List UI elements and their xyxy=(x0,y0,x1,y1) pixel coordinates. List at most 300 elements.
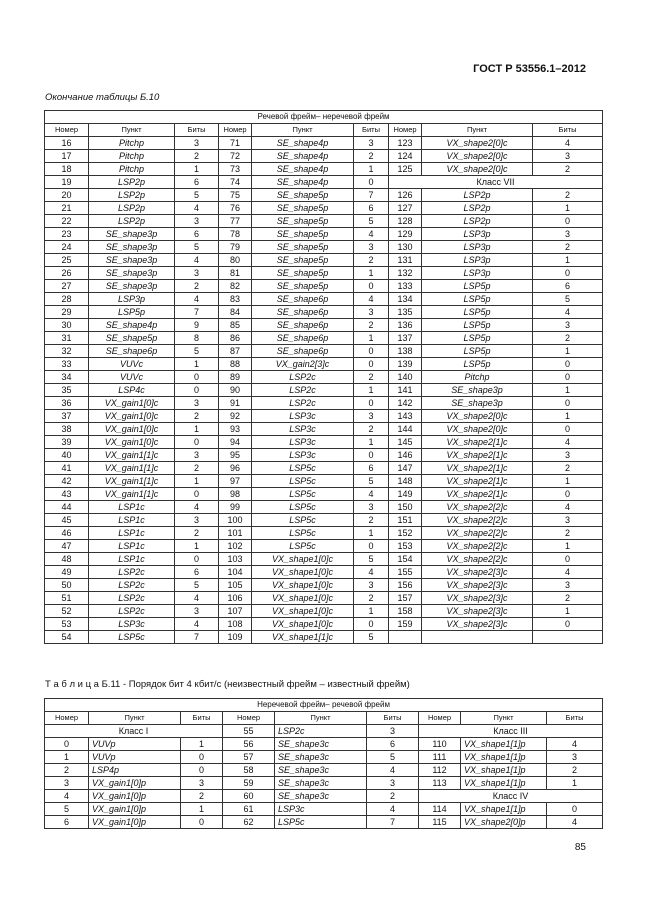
cell-item: SE_shape5p xyxy=(252,254,354,267)
table-row xyxy=(45,738,603,751)
cell-number: 128 xyxy=(389,215,422,228)
cell-item: SE_shape3c xyxy=(275,790,367,803)
cell-bits: 5 xyxy=(533,293,603,306)
table-row xyxy=(45,254,603,267)
cell-bits: 7 xyxy=(175,306,219,319)
cell-number: 101 xyxy=(219,527,252,540)
cell-bits: 1 xyxy=(533,605,603,618)
cell-item: LSP3c xyxy=(275,803,367,816)
table-row xyxy=(45,751,603,764)
cell-bits: 0 xyxy=(533,397,603,410)
cell-item: VX_gain1[0]c xyxy=(89,436,175,449)
document-header: ГОСТ Р 53556.1–2012 xyxy=(473,63,586,75)
table-caption: Т а б л и ц а Б.11 - Порядок бит 4 кбит/с (неизвестный фрейм – известный фрейм) xyxy=(45,679,410,690)
cell-bits: 2 xyxy=(354,371,389,384)
class-label: Класс VII xyxy=(389,176,603,189)
cell-bits: 7 xyxy=(367,816,419,829)
cell-bits: 3 xyxy=(175,215,219,228)
cell-item: LSP5c xyxy=(275,816,367,829)
table-row xyxy=(45,215,603,228)
column-header: Пункт xyxy=(89,124,175,137)
cell-number: 145 xyxy=(389,436,422,449)
cell-bits: 2 xyxy=(175,150,219,163)
cell-item: LSP3c xyxy=(252,449,354,462)
cell-item: VX_shape2[3]c xyxy=(422,618,533,631)
table-row xyxy=(45,371,603,384)
cell-item: VX_shape2[1]c xyxy=(422,436,533,449)
cell-item: SE_shape3p xyxy=(89,267,175,280)
cell-bits: 3 xyxy=(547,751,603,764)
cell-bits: 2 xyxy=(547,764,603,777)
cell-item: SE_shape6p xyxy=(252,332,354,345)
cell-item: VX_gain1[1]c xyxy=(89,462,175,475)
cell-number: 74 xyxy=(219,176,252,189)
cell-bits: 2 xyxy=(533,332,603,345)
cell-number: 94 xyxy=(219,436,252,449)
cell-number: 151 xyxy=(389,514,422,527)
cell-bits: 3 xyxy=(354,501,389,514)
cell-item: LSP2p xyxy=(422,202,533,215)
cell-number: 92 xyxy=(219,410,252,423)
cell-bits: 2 xyxy=(175,410,219,423)
cell-number: 47 xyxy=(45,540,89,553)
table-row xyxy=(45,423,603,436)
table-row xyxy=(45,410,603,423)
cell-number: 105 xyxy=(219,579,252,592)
cell-number: 51 xyxy=(45,592,89,605)
cell-item: LSP5c xyxy=(252,462,354,475)
cell-bits: 0 xyxy=(181,751,223,764)
cell-item: LSP1c xyxy=(89,540,175,553)
cell-number: 107 xyxy=(219,605,252,618)
cell-bits: 2 xyxy=(181,790,223,803)
cell-bits: 2 xyxy=(533,592,603,605)
table-row xyxy=(45,228,603,241)
cell-number: 97 xyxy=(219,475,252,488)
cell-number: 4 xyxy=(45,790,89,803)
cell-number: 83 xyxy=(219,293,252,306)
cell-item: LSP5p xyxy=(422,358,533,371)
cell-item: VX_gain1[0]c xyxy=(89,410,175,423)
cell-number: 84 xyxy=(219,306,252,319)
cell-number: 140 xyxy=(389,371,422,384)
cell-number: 48 xyxy=(45,553,89,566)
cell-item: LSP2c xyxy=(275,725,367,738)
cell-number: 95 xyxy=(219,449,252,462)
column-header: Биты xyxy=(175,124,219,137)
cell-item: VX_shape1[0]c xyxy=(252,553,354,566)
cell-bits: 2 xyxy=(354,423,389,436)
cell-number: 31 xyxy=(45,332,89,345)
cell-bits: 4 xyxy=(533,137,603,150)
table-row xyxy=(45,150,603,163)
bit-order-table-b10 xyxy=(44,110,603,644)
cell-item: LSP3p xyxy=(422,254,533,267)
cell-number: 136 xyxy=(389,319,422,332)
cell-bits: 0 xyxy=(354,540,389,553)
cell-item: LSP5c xyxy=(89,631,175,644)
cell-item: LSP5c xyxy=(252,514,354,527)
cell-bits: 6 xyxy=(354,462,389,475)
cell-item: SE_shape4p xyxy=(252,176,354,189)
cell-number: 6 xyxy=(45,816,89,829)
cell-item: SE_shape6p xyxy=(89,345,175,358)
bit-order-table-b11 xyxy=(44,698,603,829)
cell-item: LSP3p xyxy=(422,267,533,280)
cell-item: VX_shape1[1]p xyxy=(461,803,547,816)
cell-bits: 6 xyxy=(175,228,219,241)
cell-bits: 0 xyxy=(533,267,603,280)
cell-number: 109 xyxy=(219,631,252,644)
cell-bits: 3 xyxy=(175,397,219,410)
cell-item: VX_shape1[1]p xyxy=(461,738,547,751)
cell-bits: 4 xyxy=(354,293,389,306)
cell-item xyxy=(422,631,533,644)
cell-bits: 0 xyxy=(175,553,219,566)
table-row xyxy=(45,514,603,527)
cell-number: 87 xyxy=(219,345,252,358)
cell-number: 72 xyxy=(219,150,252,163)
cell-bits: 0 xyxy=(354,618,389,631)
cell-bits: 2 xyxy=(533,189,603,202)
cell-number: 61 xyxy=(223,803,275,816)
cell-bits: 1 xyxy=(533,345,603,358)
cell-item: VUVp xyxy=(89,738,181,751)
cell-item: VX_shape2[0]c xyxy=(422,150,533,163)
table-row xyxy=(45,816,603,829)
cell-number: 157 xyxy=(389,592,422,605)
cell-item: SE_shape5p xyxy=(252,189,354,202)
cell-number: 58 xyxy=(223,764,275,777)
column-header: Номер xyxy=(219,124,252,137)
cell-item: LSP5c xyxy=(252,475,354,488)
cell-bits: 0 xyxy=(354,176,389,189)
cell-item: LSP2p xyxy=(89,202,175,215)
cell-number: 147 xyxy=(389,462,422,475)
cell-item: VX_shape2[0]c xyxy=(422,163,533,176)
cell-bits: 0 xyxy=(533,371,603,384)
table-row xyxy=(45,579,603,592)
table-row xyxy=(45,540,603,553)
cell-number: 91 xyxy=(219,397,252,410)
cell-number: 102 xyxy=(219,540,252,553)
cell-number: 38 xyxy=(45,423,89,436)
cell-number: 76 xyxy=(219,202,252,215)
cell-number: 89 xyxy=(219,371,252,384)
cell-number: 54 xyxy=(45,631,89,644)
cell-number: 81 xyxy=(219,267,252,280)
table-row xyxy=(45,306,603,319)
cell-item: SE_shape4p xyxy=(252,137,354,150)
cell-number: 130 xyxy=(389,241,422,254)
cell-number: 112 xyxy=(419,764,461,777)
cell-number: 19 xyxy=(45,176,89,189)
column-header-row xyxy=(45,124,603,137)
cell-number: 78 xyxy=(219,228,252,241)
column-header: Номер xyxy=(223,712,275,725)
cell-bits: 2 xyxy=(175,462,219,475)
cell-item: LSP2c xyxy=(252,397,354,410)
cell-bits: 0 xyxy=(175,371,219,384)
cell-bits: 7 xyxy=(175,631,219,644)
cell-number: 56 xyxy=(223,738,275,751)
cell-bits: 4 xyxy=(354,228,389,241)
cell-number: 131 xyxy=(389,254,422,267)
cell-item: LSP5p xyxy=(422,293,533,306)
cell-bits: 3 xyxy=(354,579,389,592)
cell-item: Pitchp xyxy=(89,150,175,163)
cell-item: LSP2p xyxy=(89,189,175,202)
cell-number: 142 xyxy=(389,397,422,410)
cell-item: LSP5p xyxy=(422,345,533,358)
cell-number: 148 xyxy=(389,475,422,488)
cell-item: LSP3p xyxy=(422,228,533,241)
table-row xyxy=(45,475,603,488)
cell-number: 2 xyxy=(45,764,89,777)
cell-bits: 1 xyxy=(175,475,219,488)
cell-bits: 5 xyxy=(175,579,219,592)
cell-number: 46 xyxy=(45,527,89,540)
table-row xyxy=(45,293,603,306)
cell-item: VX_shape1[0]c xyxy=(252,592,354,605)
cell-bits: 4 xyxy=(367,803,419,816)
cell-number: 158 xyxy=(389,605,422,618)
cell-bits: 1 xyxy=(175,423,219,436)
cell-bits: 4 xyxy=(175,202,219,215)
cell-number: 96 xyxy=(219,462,252,475)
cell-item: LSP3p xyxy=(422,241,533,254)
cell-item: VX_gain2[3]c xyxy=(252,358,354,371)
table-row xyxy=(45,384,603,397)
cell-bits: 2 xyxy=(354,592,389,605)
cell-number: 36 xyxy=(45,397,89,410)
cell-item: LSP2c xyxy=(89,592,175,605)
table-row xyxy=(45,501,603,514)
cell-bits: 1 xyxy=(533,410,603,423)
cell-bits: 0 xyxy=(533,423,603,436)
cell-number: 42 xyxy=(45,475,89,488)
cell-number: 82 xyxy=(219,280,252,293)
cell-bits: 8 xyxy=(175,332,219,345)
cell-item: VX_shape2[0]c xyxy=(422,137,533,150)
cell-bits: 5 xyxy=(354,553,389,566)
cell-item: LSP1c xyxy=(89,527,175,540)
cell-item: VX_shape1[1]c xyxy=(252,631,354,644)
cell-bits: 4 xyxy=(175,592,219,605)
cell-number: 139 xyxy=(389,358,422,371)
cell-bits: 0 xyxy=(354,449,389,462)
cell-bits: 1 xyxy=(354,267,389,280)
cell-number: 59 xyxy=(223,777,275,790)
cell-item: VX_shape1[0]c xyxy=(252,566,354,579)
cell-item: SE_shape5p xyxy=(252,280,354,293)
cell-item: LSP2p xyxy=(422,189,533,202)
table-row xyxy=(45,267,603,280)
cell-bits: 5 xyxy=(175,241,219,254)
cell-number: 32 xyxy=(45,345,89,358)
cell-item: VX_shape2[1]c xyxy=(422,449,533,462)
cell-bits: 0 xyxy=(533,553,603,566)
cell-item: SE_shape6p xyxy=(252,319,354,332)
cell-number: 99 xyxy=(219,501,252,514)
table-row xyxy=(45,397,603,410)
cell-bits: 4 xyxy=(533,436,603,449)
cell-item: VX_shape2[3]c xyxy=(422,592,533,605)
cell-item: VX_gain1[1]c xyxy=(89,488,175,501)
cell-bits: 0 xyxy=(533,618,603,631)
column-header: Пункт xyxy=(252,124,354,137)
column-header: Биты xyxy=(181,712,223,725)
cell-item: SE_shape6p xyxy=(252,345,354,358)
cell-bits: 3 xyxy=(175,267,219,280)
cell-bits: 3 xyxy=(533,228,603,241)
cell-number: 141 xyxy=(389,384,422,397)
cell-bits: 6 xyxy=(354,202,389,215)
cell-item: VX_shape1[1]p xyxy=(461,777,547,790)
cell-number: 143 xyxy=(389,410,422,423)
cell-number: 60 xyxy=(223,790,275,803)
cell-item: LSP1c xyxy=(89,501,175,514)
cell-bits: 6 xyxy=(533,280,603,293)
table-row xyxy=(45,566,603,579)
cell-number: 125 xyxy=(389,163,422,176)
cell-number: 132 xyxy=(389,267,422,280)
cell-item: VX_shape2[1]c xyxy=(422,462,533,475)
cell-item: SE_shape3c xyxy=(275,738,367,751)
cell-bits: 2 xyxy=(175,280,219,293)
cell-bits: 2 xyxy=(175,527,219,540)
cell-item: LSP4p xyxy=(89,764,181,777)
column-header: Биты xyxy=(533,124,603,137)
cell-number: 106 xyxy=(219,592,252,605)
cell-number: 126 xyxy=(389,189,422,202)
cell-number: 5 xyxy=(45,803,89,816)
cell-item: SE_shape5p xyxy=(252,267,354,280)
cell-item: VX_shape2[2]c xyxy=(422,501,533,514)
cell-number: 103 xyxy=(219,553,252,566)
cell-bits: 3 xyxy=(367,777,419,790)
cell-number: 41 xyxy=(45,462,89,475)
cell-number: 135 xyxy=(389,306,422,319)
table-title: Речевой фрейм– неречевой фрейм xyxy=(45,111,603,124)
cell-item: LSP5p xyxy=(422,332,533,345)
cell-bits: 1 xyxy=(354,163,389,176)
cell-bits: 2 xyxy=(533,527,603,540)
cell-bits: 2 xyxy=(533,163,603,176)
cell-item: SE_shape3c xyxy=(275,764,367,777)
cell-item: VX_shape2[1]c xyxy=(422,488,533,501)
cell-bits: 3 xyxy=(533,319,603,332)
cell-item: VX_shape1[1]p xyxy=(461,764,547,777)
column-header: Пункт xyxy=(89,712,181,725)
cell-bits: 0 xyxy=(354,397,389,410)
cell-bits: 1 xyxy=(175,540,219,553)
cell-item: SE_shape3p xyxy=(89,280,175,293)
cell-number: 33 xyxy=(45,358,89,371)
cell-item: Pitchp xyxy=(89,137,175,150)
cell-item: LSP5p xyxy=(422,306,533,319)
cell-number: 17 xyxy=(45,150,89,163)
cell-item: VUVc xyxy=(89,358,175,371)
table-row xyxy=(45,618,603,631)
cell-item: VX_gain1[0]p xyxy=(89,790,181,803)
cell-number: 98 xyxy=(219,488,252,501)
cell-number: 129 xyxy=(389,228,422,241)
cell-item: SE_shape3p xyxy=(89,241,175,254)
cell-bits: 3 xyxy=(181,777,223,790)
cell-number: 24 xyxy=(45,241,89,254)
cell-bits: 3 xyxy=(367,725,419,738)
cell-number: 123 xyxy=(389,137,422,150)
cell-bits: 3 xyxy=(354,241,389,254)
column-header: Номер xyxy=(45,124,89,137)
cell-bits: 4 xyxy=(354,488,389,501)
cell-number: 29 xyxy=(45,306,89,319)
column-header: Пункт xyxy=(461,712,547,725)
cell-number: 110 xyxy=(419,738,461,751)
cell-number: 150 xyxy=(389,501,422,514)
page-number: 85 xyxy=(574,842,586,853)
class-label: Класс III xyxy=(419,725,603,738)
column-header: Пункт xyxy=(422,124,533,137)
cell-number: 26 xyxy=(45,267,89,280)
cell-bits: 4 xyxy=(533,501,603,514)
cell-item: LSP3p xyxy=(89,293,175,306)
cell-number: 28 xyxy=(45,293,89,306)
cell-item: SE_shape6p xyxy=(252,306,354,319)
cell-bits: 1 xyxy=(354,436,389,449)
cell-bits: 4 xyxy=(175,293,219,306)
column-header: Биты xyxy=(367,712,419,725)
cell-bits: 0 xyxy=(175,488,219,501)
cell-number: 104 xyxy=(219,566,252,579)
cell-number: 77 xyxy=(219,215,252,228)
cell-number: 159 xyxy=(389,618,422,631)
cell-item: SE_shape4p xyxy=(89,319,175,332)
table-row xyxy=(45,488,603,501)
cell-number: 90 xyxy=(219,384,252,397)
cell-bits: 1 xyxy=(175,163,219,176)
table-row xyxy=(45,605,603,618)
cell-item: LSP5c xyxy=(252,527,354,540)
cell-number: 100 xyxy=(219,514,252,527)
cell-bits: 1 xyxy=(547,777,603,790)
cell-item: VX_gain1[0]c xyxy=(89,397,175,410)
cell-number: 23 xyxy=(45,228,89,241)
cell-item: VX_shape1[0]c xyxy=(252,605,354,618)
cell-number: 137 xyxy=(389,332,422,345)
cell-bits: 4 xyxy=(533,306,603,319)
cell-number: 43 xyxy=(45,488,89,501)
cell-number: 37 xyxy=(45,410,89,423)
cell-number: 40 xyxy=(45,449,89,462)
cell-number: 134 xyxy=(389,293,422,306)
cell-bits: 4 xyxy=(547,816,603,829)
cell-bits: 3 xyxy=(533,150,603,163)
cell-item: LSP3c xyxy=(252,423,354,436)
cell-number: 108 xyxy=(219,618,252,631)
table-row xyxy=(45,137,603,150)
cell-number: 152 xyxy=(389,527,422,540)
cell-bits: 3 xyxy=(175,605,219,618)
cell-bits: 1 xyxy=(533,540,603,553)
cell-number: 21 xyxy=(45,202,89,215)
column-header: Биты xyxy=(354,124,389,137)
cell-item: LSP2c xyxy=(89,579,175,592)
cell-number: 111 xyxy=(419,751,461,764)
cell-item: VX_shape2[2]c xyxy=(422,527,533,540)
cell-item: VX_gain1[0]p xyxy=(89,816,181,829)
